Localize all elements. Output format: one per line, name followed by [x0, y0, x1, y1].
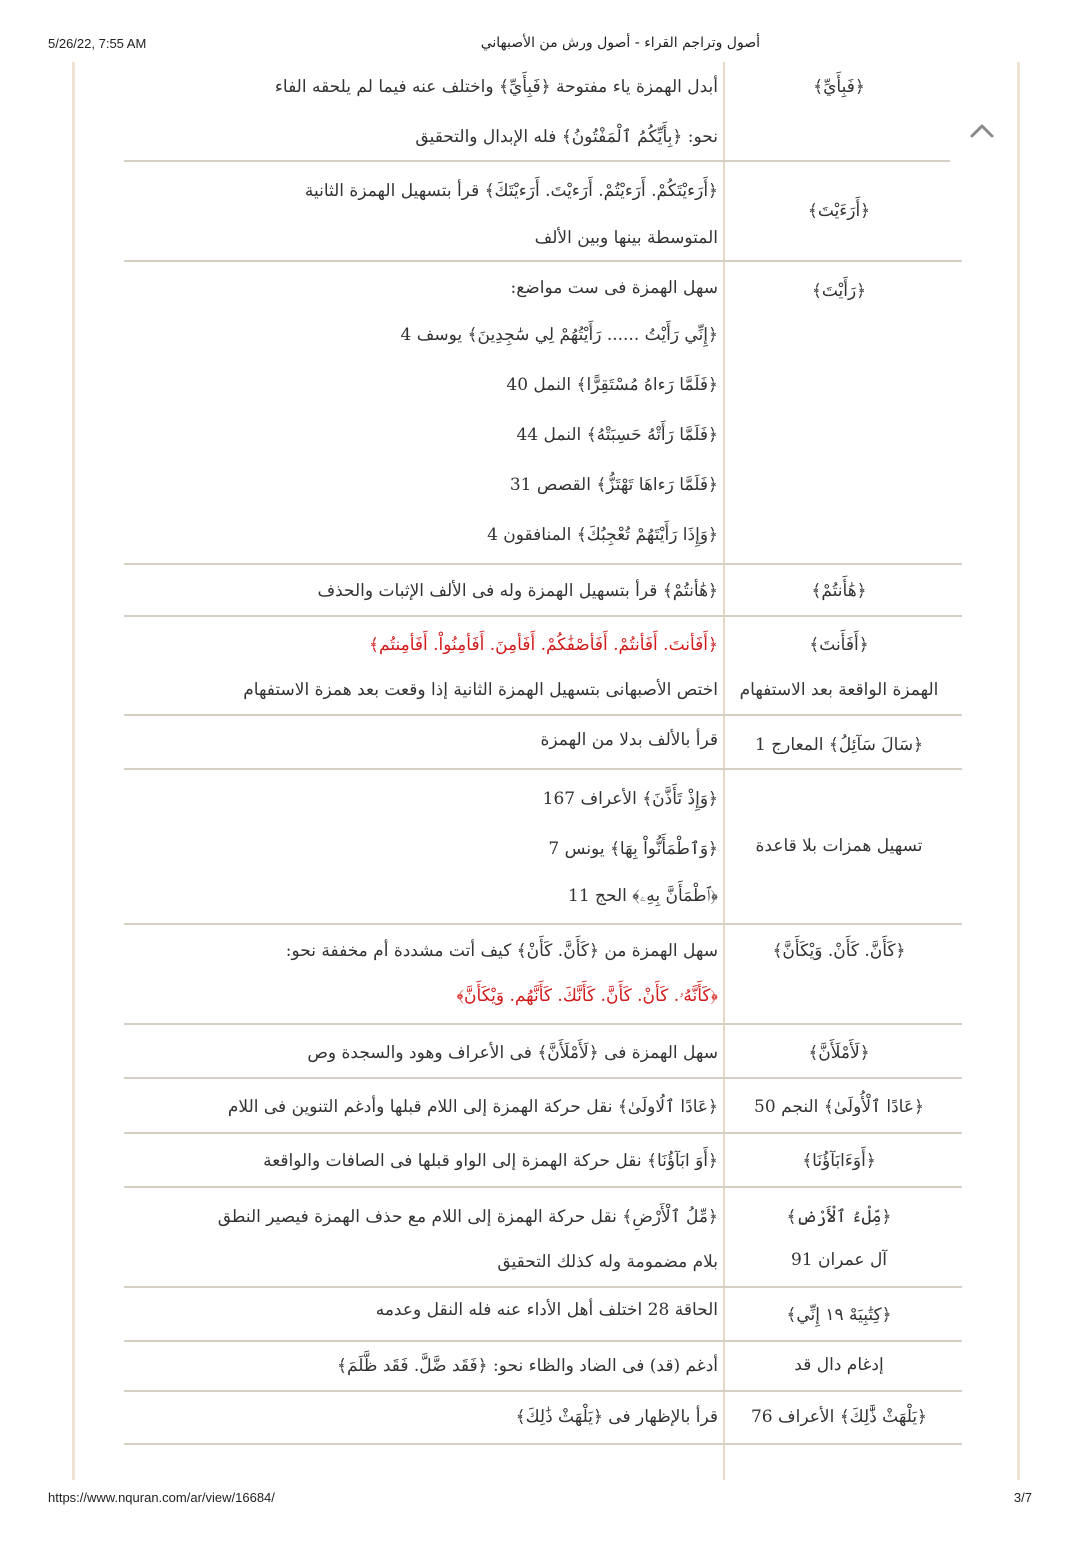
row-divider	[124, 260, 962, 262]
row-divider	[124, 1286, 962, 1288]
row-divider	[124, 768, 962, 770]
row-divider	[124, 1077, 962, 1079]
row-idgham-label: إدغام دال قد	[794, 1355, 884, 1375]
row-afaanta-text: اختص الأصبهانى بتسهيل الهمزة الثانية إذا وقعت بعد همزة الاستفهام	[243, 680, 718, 700]
row-laamlaanna-text: سهل الهمزة فى ﴿لَأَمْلَأَنَّ﴾ فى الأعراف وهود والسجدة وص	[307, 1043, 718, 1063]
row-araayta-word: ﴿أَرَءَيْتَ﴾	[807, 201, 871, 221]
row-divider	[124, 1340, 962, 1342]
row-milu-word: ﴿مِّلْءُ ٱلْأَرْضِ﴾	[786, 1207, 892, 1227]
row-haantum-text: ﴿هَٰأنتُمْ﴾ قرأ بتسهيل الهمزة وله فى الألف الإثبات والحذف	[317, 581, 718, 601]
row-milu-line-1: ﴿مِّلُ ٱلْأَرْضِ﴾ نقل حركة الهمزة إلى اللام مع حذف الهمزة فيصير النطق	[217, 1207, 718, 1227]
row-divider	[124, 160, 950, 162]
row-raayta-verse-4: ﴿فَلَمَّا رَءاهَا تَهْتَزُّ﴾ القصص 31	[509, 475, 718, 495]
row-divider	[124, 714, 962, 716]
row-kitabiyah-text: الحاقة 28 اختلف أهل الأداء عنه فله النقل وعدمه	[375, 1300, 718, 1320]
document-title: أصول وتراجم القراء - أصول ورش من الأصبهاني	[480, 35, 760, 51]
row-raayta-verse-2: ﴿فَلَمَّا رَءاهُ مُسْتَقِرًّا﴾ النمل 40	[506, 375, 718, 395]
row-araayta-line-2: المتوسطة بينها وبين الألف	[534, 228, 718, 248]
row-aadan-word: ﴿عَادًا ٱلْأُولَىٰ﴾ النجم 50	[754, 1097, 924, 1117]
row-yalhath-word: ﴿يَلْهَثْ ذَّٰلِكَ﴾ الأعراف 76	[750, 1407, 928, 1427]
row-fabiay-line-2: نحو: ﴿بِأَيِّكُمُ ٱلْمَفْتُونُ﴾ فله الإبدال والتحقيق	[415, 127, 718, 147]
row-divider	[124, 1023, 962, 1025]
row-milu-line-2: بلام مضمومة وله كذلك التحقيق	[497, 1252, 718, 1272]
row-raayta-verse-1: ﴿إِنِّي رَأَيْتُ ...... رَأَيْتُهُمْ لِي سَٰجِدِينَ﴾ يوسف 4	[400, 325, 718, 345]
page-number: 3/7	[1013, 1490, 1032, 1505]
row-araayta-line-1: ﴿أَرَءيْتَكُمْ. أَرَءيْتُمْ. أَرَءيْتَ. أَرَءيْتَكَ﴾ قرأ بتسهيل الهمزة الثانية	[304, 181, 718, 201]
row-milu-ref: آل عمران 91	[790, 1250, 888, 1270]
row-divider	[124, 1186, 962, 1188]
row-saala-word: ﴿سَالَ سَآئِلُ﴾ المعارج 1	[754, 735, 924, 755]
row-tashil-verse-3: ﴿ٱطْمَأَنَّ بِهِۦ﴾ الحج 11	[568, 886, 718, 906]
column-divider	[723, 62, 725, 1480]
row-kaanna-word: ﴿كَأَنَّ. كَأَنْ. وَيْكَأَنَّ﴾	[772, 941, 906, 961]
row-kaanna-line-2: ﴿كَأَنَّهُۥ. كَأَنْ. كَأَنَّ. كَأَنَّكَ. كَأَنَّهُم. وَيْكَأَنَّ﴾	[456, 986, 718, 1006]
row-awaabaaouna-text: ﴿أَوَ ابَآؤُنَا﴾ نقل حركة الهمزة إلى الواو قبلها فى الصافات والواقعة	[263, 1151, 718, 1171]
row-divider	[124, 923, 962, 925]
row-divider	[124, 563, 962, 565]
row-tashil-verse-1: ﴿وَإِذْ تَأَذَّنَ﴾ الأعراف 167	[542, 789, 718, 809]
row-kaanna-line-1: سهل الهمزة من ﴿كَأَنَّ. كَأَنْ﴾ كيف أتت مشددة أم مخففة نحو:	[285, 941, 718, 961]
row-divider	[124, 615, 962, 617]
row-divider	[124, 1132, 962, 1134]
row-raayta-word: ﴿رَأَيْتَ﴾	[811, 281, 867, 301]
chevron-up-icon[interactable]	[966, 116, 998, 144]
row-afaanta-word: ﴿أَفَأَنتَ﴾	[809, 635, 869, 655]
row-raayta-verse-5: ﴿وَإِذَا رَأَيْتَهُمْ تُعْجِبُكَ﴾ المنافقون 4	[487, 525, 718, 545]
print-date: 5/26/22, 7:55 AM	[48, 36, 147, 51]
row-laamlaanna-word: ﴿لَأَمْلَأَنَّ﴾	[808, 1043, 870, 1063]
row-saala-text: قرأ بالألف بدلا من الهمزة	[540, 730, 718, 750]
source-url[interactable]: https://www.nquran.com/ar/view/16684/	[48, 1490, 275, 1505]
row-aadan-text: ﴿عَادًا ٱلُاولَىٰ﴾ نقل حركة الهمزة إلى اللام قبلها وأدغم التنوين فى اللام	[227, 1097, 718, 1117]
row-kitabiyah-word: ﴿كِتَٰبِيَهْ ١٩ إِنِّي﴾	[786, 1305, 892, 1325]
row-fabiay-line-1: أبدل الهمزة ياء مفتوحة ﴿فَبِأَيِّ﴾ واختلف عنه فيما لم يلحقه الفاء	[274, 77, 718, 97]
row-divider	[124, 1443, 962, 1445]
row-afaanta-rule: الهمزة الواقعة بعد الاستفهام	[739, 680, 939, 700]
row-fabiay-word: ﴿فَبِأَيِّ﴾	[813, 77, 865, 97]
row-divider	[124, 1390, 962, 1392]
row-yalhath-text: قرأ بالإظهار فى ﴿يَلْهَثْ ذَٰلِكَ﴾	[515, 1407, 718, 1427]
row-haantum-word: ﴿هَٰأَنتُمْ﴾	[811, 581, 867, 601]
row-tashil-label: تسهيل همزات بلا قاعدة	[755, 836, 923, 856]
row-raayta-intro: سهل الهمزة فى ست مواضع:	[510, 278, 718, 298]
row-raayta-verse-3: ﴿فَلَمَّا رَأَتْهُ حَسِبَتْهُ﴾ النمل 44	[516, 425, 718, 445]
row-afaanta-examples: ﴿أَفَأنتَ. أَفَأنتُمْ. أَفَأصْفَٰكُمْ. أَفَأمِنَ. أَفَأمِنُواْ. أَفَأمِنتُم﴾	[369, 635, 718, 655]
row-tashil-verse-2: ﴿وَٱطْمَأَنُّواْ بِهَا﴾ يونس 7	[548, 839, 718, 859]
row-idgham-text: أدغم (قد) فى الضاد والظاء نحو: ﴿فَقَد ضَّلَّ. فَقَد ظَّلَمَ﴾	[337, 1356, 718, 1376]
row-awaabaaouna-word: ﴿أَوَءَابَآؤُنَا﴾	[802, 1151, 876, 1171]
